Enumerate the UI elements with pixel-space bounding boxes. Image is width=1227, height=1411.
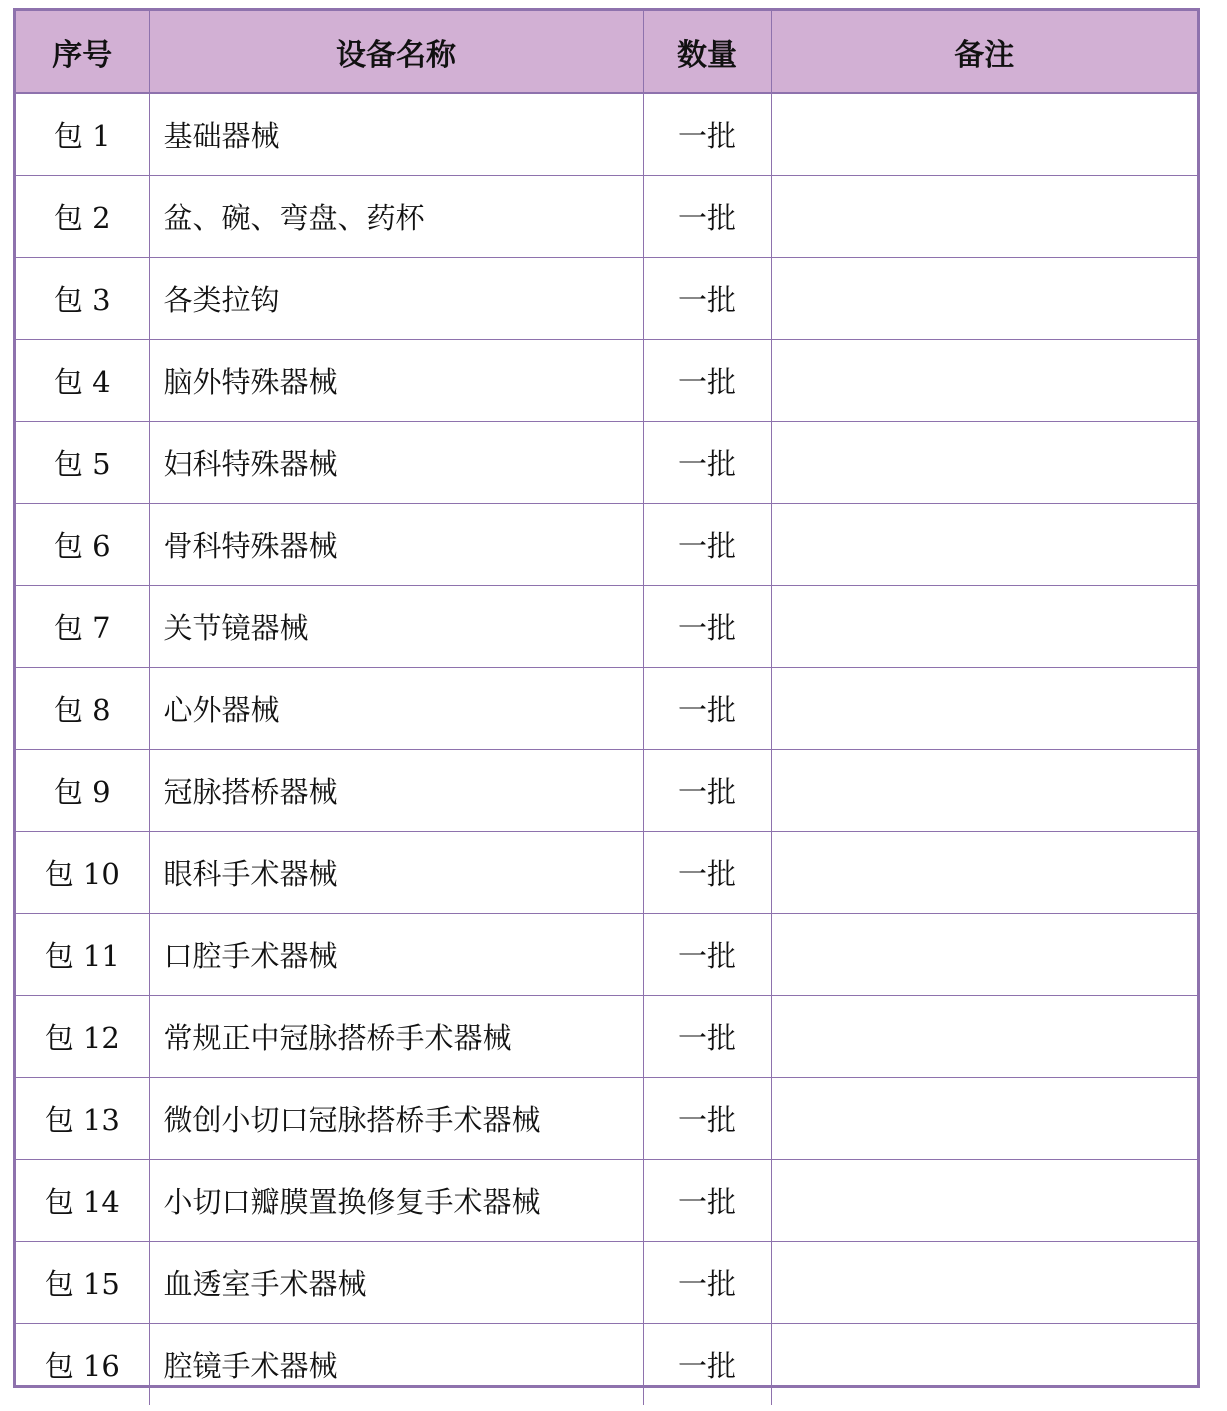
serial-number-cell: 包 16: [16, 1324, 149, 1406]
table-row: [16, 996, 1197, 1078]
remarks-cell: [771, 504, 1197, 586]
equipment-name-cell: 关节镜器械: [149, 586, 643, 668]
table-row: [16, 750, 1197, 832]
quantity-cell: 一批: [643, 1324, 771, 1406]
remarks-cell: [771, 422, 1197, 504]
table-row: [16, 422, 1197, 504]
remarks-cell: [771, 914, 1197, 996]
table-row: [16, 1324, 1197, 1406]
serial-number-cell: 包 13: [16, 1078, 149, 1160]
serial-number-cell: 包 15: [16, 1242, 149, 1324]
table-header: [16, 11, 1197, 93]
header-quantity: 数量: [643, 11, 771, 93]
table-body: [16, 93, 1197, 1405]
table-row: [16, 1242, 1197, 1324]
equipment-name-cell: 基础器械: [149, 93, 643, 176]
equipment-name-cell: 小切口瓣膜置换修复手术器械: [149, 1160, 643, 1242]
remarks-cell: [771, 1324, 1197, 1406]
equipment-name-cell: 盆、碗、弯盘、药杯: [149, 176, 643, 258]
quantity-cell: 一批: [643, 1242, 771, 1324]
quantity-cell: 一批: [643, 750, 771, 832]
quantity-cell: 一批: [643, 422, 771, 504]
quantity-cell: 一批: [643, 586, 771, 668]
equipment-name-cell: 眼科手术器械: [149, 832, 643, 914]
remarks-cell: [771, 340, 1197, 422]
equipment-name-cell: 心外器械: [149, 668, 643, 750]
quantity-cell: 一批: [643, 832, 771, 914]
header-row: [16, 11, 1197, 93]
serial-number-cell: 包 14: [16, 1160, 149, 1242]
serial-number-cell: 包 2: [16, 176, 149, 258]
quantity-cell: 一批: [643, 996, 771, 1078]
remarks-cell: [771, 258, 1197, 340]
equipment-name-cell: 各类拉钩: [149, 258, 643, 340]
serial-number-cell: 包 5: [16, 422, 149, 504]
quantity-cell: 一批: [643, 914, 771, 996]
header-remarks: 备注: [771, 11, 1197, 93]
equipment-name-cell: 骨科特殊器械: [149, 504, 643, 586]
remarks-cell: [771, 1160, 1197, 1242]
quantity-cell: 一批: [643, 1160, 771, 1242]
equipment-name-cell: 妇科特殊器械: [149, 422, 643, 504]
table-row: [16, 176, 1197, 258]
quantity-cell: 一批: [643, 340, 771, 422]
table-row: [16, 340, 1197, 422]
table-row: [16, 668, 1197, 750]
remarks-cell: [771, 996, 1197, 1078]
equipment-name-cell: 腔镜手术器械: [149, 1324, 643, 1406]
remarks-cell: [771, 1078, 1197, 1160]
remarks-cell: [771, 750, 1197, 832]
quantity-cell: 一批: [643, 668, 771, 750]
serial-number-cell: 包 10: [16, 832, 149, 914]
quantity-cell: 一批: [643, 1078, 771, 1160]
quantity-cell: 一批: [643, 504, 771, 586]
serial-number-cell: 包 1: [16, 93, 149, 176]
quantity-cell: 一批: [643, 93, 771, 176]
equipment-table: [16, 11, 1197, 1405]
header-serial-number: 序号: [16, 11, 149, 93]
remarks-cell: [771, 93, 1197, 176]
remarks-cell: [771, 832, 1197, 914]
equipment-name-cell: 冠脉搭桥器械: [149, 750, 643, 832]
serial-number-cell: 包 6: [16, 504, 149, 586]
remarks-cell: [771, 1242, 1197, 1324]
serial-number-cell: 包 12: [16, 996, 149, 1078]
serial-number-cell: 包 11: [16, 914, 149, 996]
serial-number-cell: 包 4: [16, 340, 149, 422]
remarks-cell: [771, 586, 1197, 668]
table-row: [16, 1160, 1197, 1242]
table-row: [16, 586, 1197, 668]
quantity-cell: 一批: [643, 176, 771, 258]
table-row: [16, 914, 1197, 996]
serial-number-cell: 包 9: [16, 750, 149, 832]
remarks-cell: [771, 176, 1197, 258]
table-row: [16, 93, 1197, 176]
equipment-name-cell: 血透室手术器械: [149, 1242, 643, 1324]
equipment-name-cell: 微创小切口冠脉搭桥手术器械: [149, 1078, 643, 1160]
table-row: [16, 504, 1197, 586]
table-row: [16, 832, 1197, 914]
table-row: [16, 258, 1197, 340]
equipment-table-container: [13, 8, 1200, 1388]
equipment-name-cell: 口腔手术器械: [149, 914, 643, 996]
table-row: [16, 1078, 1197, 1160]
quantity-cell: 一批: [643, 258, 771, 340]
serial-number-cell: 包 3: [16, 258, 149, 340]
equipment-name-cell: 脑外特殊器械: [149, 340, 643, 422]
equipment-name-cell: 常规正中冠脉搭桥手术器械: [149, 996, 643, 1078]
remarks-cell: [771, 668, 1197, 750]
serial-number-cell: 包 7: [16, 586, 149, 668]
header-equipment-name: 设备名称: [149, 11, 643, 93]
serial-number-cell: 包 8: [16, 668, 149, 750]
